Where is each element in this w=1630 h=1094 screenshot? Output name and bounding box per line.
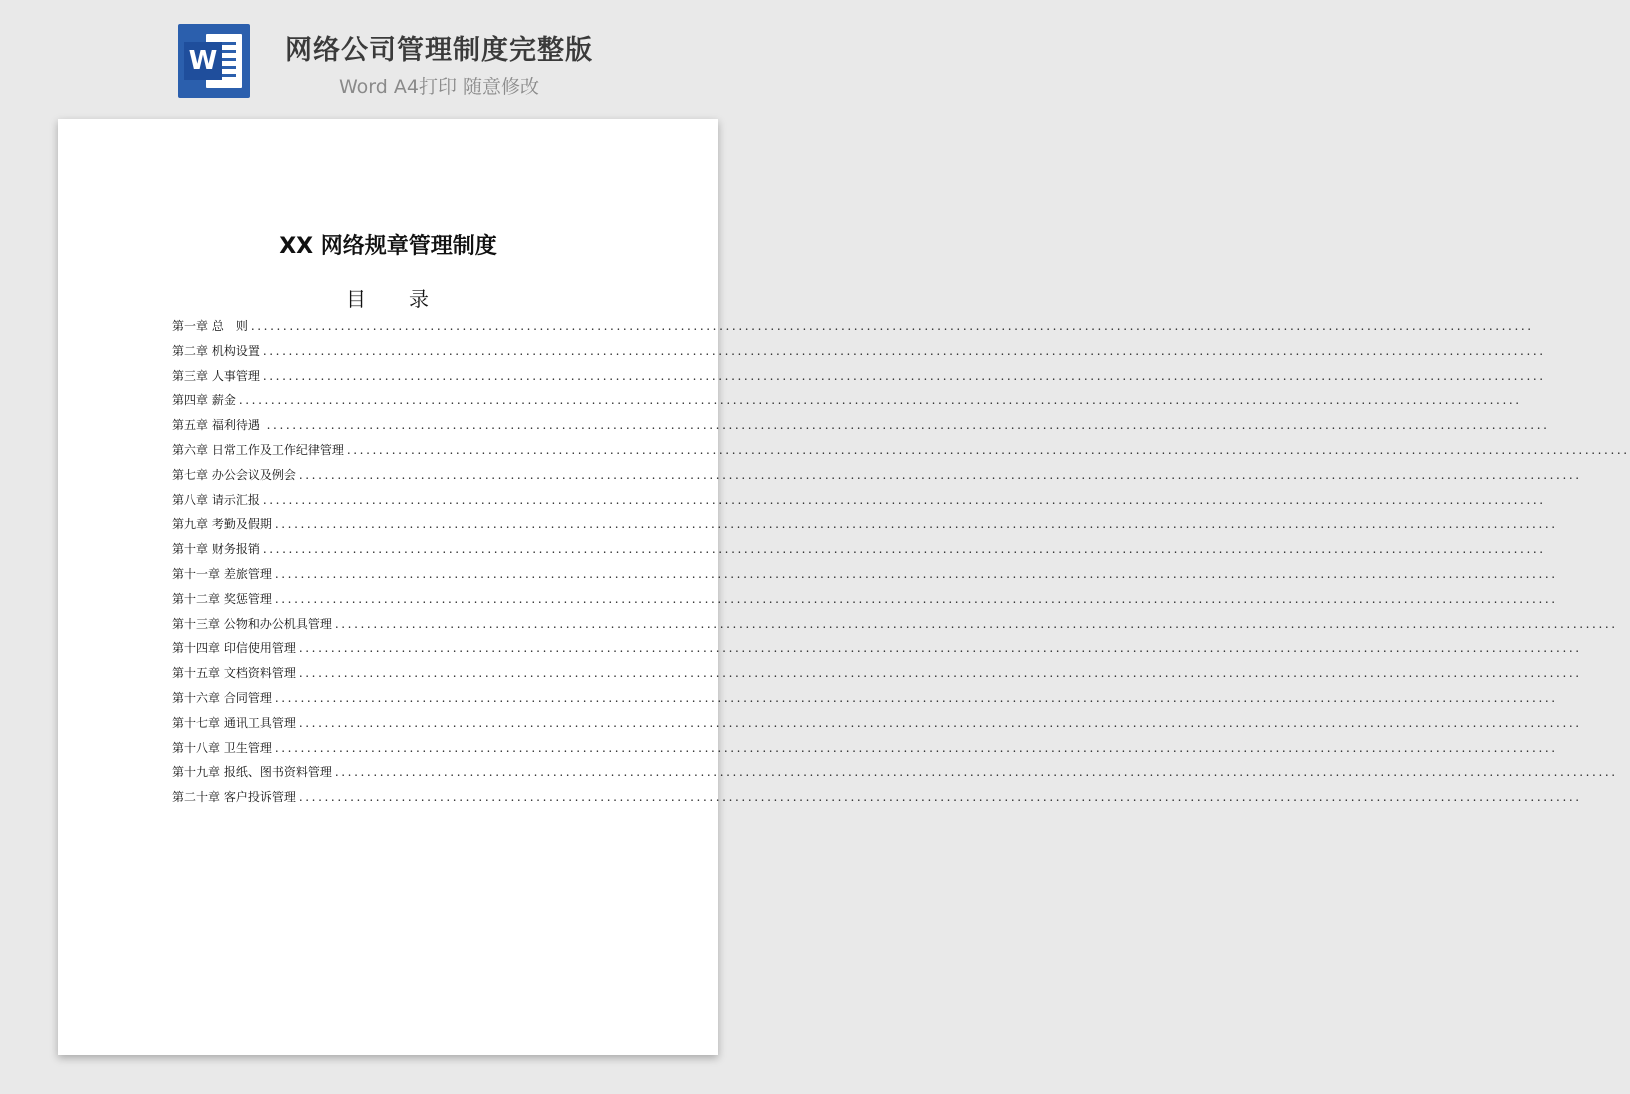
toc-entry-label: 第二十章 客户投诉管理 <box>172 790 296 805</box>
toc-entry-label: 第五章 福利待遇 <box>172 418 264 433</box>
toc-entry[interactable] <box>172 639 1582 664</box>
toc-entry-label: 第一章 总 则 <box>172 319 248 333</box>
toc-leader-dots: ........................................................................................................................................................................................................ <box>298 641 1582 656</box>
toc-entry[interactable] <box>172 590 1558 615</box>
toc-entry-label: 第十四章 印信使用管理 <box>172 641 296 656</box>
toc-entry[interactable] <box>172 615 1618 640</box>
toc-leader-dots: ........................................................................................................................................................................................................ <box>334 616 1618 631</box>
toc-entry-label: 第十七章 通讯工具管理 <box>172 715 296 730</box>
toc-leader-dots: ........................................................................................................................................................................................................ <box>262 368 1546 383</box>
toc-leader-dots: ........................................................................................................................................................................................................ <box>274 690 1558 705</box>
toc-leader-dots: ........................................................................................................................................................................................................ <box>346 442 1630 457</box>
toc-entry[interactable] <box>172 664 1582 689</box>
toc-entry-label: 第十八章 卫生管理 <box>172 740 272 755</box>
toc-entry[interactable] <box>172 739 1558 764</box>
toc-entry-label: 第十一章 差旅管理 <box>172 566 272 581</box>
toc-entry[interactable] <box>172 416 1550 441</box>
toc-entry-label: 第三章 人事管理 <box>172 368 260 383</box>
toc-entry-label: 第六章 日常工作及工作纪律管理 <box>172 442 344 457</box>
toc-entry[interactable] <box>172 689 1558 714</box>
document-page <box>58 119 1630 1055</box>
toc-entry-label: 第八章 请示汇报 <box>172 492 260 507</box>
toc-leader-dots: ........................................................................................................................................................................................................ <box>262 492 1546 507</box>
toc-entry-label: 第十六章 合同管理 <box>172 690 272 705</box>
toc-leader-dots: ........................................................................................................................................................................................................ <box>298 666 1582 681</box>
toc-entry[interactable] <box>172 565 1558 590</box>
header-banner <box>0 0 774 108</box>
toc-entry[interactable] <box>172 367 1546 392</box>
toc-entry-label: 第十章 财务报销 <box>172 542 260 557</box>
toc-entry-label: 第十二章 奖惩管理 <box>172 591 272 606</box>
toc-leader-dots: ........................................................................................................................................................................................................ <box>274 517 1558 532</box>
toc-entry[interactable] <box>172 441 1630 466</box>
toc-leader-dots: ........................................................................................................................................................................................................ <box>274 740 1558 755</box>
toc-entry-label: 第十五章 文档资料管理 <box>172 666 296 681</box>
word-letter-badge: W <box>184 42 222 80</box>
toc-entry[interactable] <box>172 515 1558 540</box>
toc-entry[interactable] <box>172 491 1546 516</box>
toc-entry-label: 第四章 薪金 <box>172 393 236 408</box>
toc-leader-dots: ........................................................................................................................................................................................................ <box>250 319 1534 333</box>
toc-entry[interactable] <box>172 466 1582 491</box>
banner-subtitle: Word A4打印 随意修改 <box>338 76 539 98</box>
toc-leader-dots: ........................................................................................................................................................................................................ <box>274 591 1558 606</box>
toc-entry[interactable] <box>172 342 1546 367</box>
toc-entry[interactable] <box>172 714 1582 739</box>
toc-entry-label: 第七章 办公会议及例会 <box>172 467 296 482</box>
toc-entry[interactable] <box>172 540 1546 565</box>
toc-entry[interactable] <box>172 391 1522 416</box>
toc-entry-label: 第十九章 报纸、图书资料管理 <box>172 765 332 780</box>
toc-leader-dots: ........................................................................................................................................................................................................ <box>298 715 1582 730</box>
banner-title: 网络公司管理制度完整版 <box>285 35 593 66</box>
toc-entry[interactable] <box>172 763 1618 788</box>
toc-leader-dots: ........................................................................................................................................................................................................ <box>238 393 1522 408</box>
toc-entry[interactable] <box>172 788 1582 813</box>
toc-heading: 目 录 <box>346 287 430 311</box>
toc-entry-label: 第十三章 公物和办公机具管理 <box>172 616 332 631</box>
toc-leader-dots: ........................................................................................................................................................................................................ <box>262 343 1546 358</box>
toc-leader-dots: ........................................................................................................................................................................................................ <box>298 790 1582 805</box>
word-document-icon <box>178 24 250 98</box>
toc-entry[interactable] <box>172 317 1534 342</box>
toc-leader-dots: ........................................................................................................................................................................................................ <box>266 418 1550 433</box>
toc-leader-dots: ........................................................................................................................................................................................................ <box>274 566 1558 581</box>
toc-entry-label: 第二章 机构设置 <box>172 343 260 358</box>
toc-leader-dots: ........................................................................................................................................................................................................ <box>262 542 1546 557</box>
toc-leader-dots: ........................................................................................................................................................................................................ <box>334 765 1618 780</box>
document-title: XX 网络规章管理制度 <box>279 234 497 259</box>
toc-entry-label: 第九章 考勤及假期 <box>172 517 272 532</box>
table-of-contents <box>172 317 1630 813</box>
toc-leader-dots: ........................................................................................................................................................................................................ <box>298 467 1582 482</box>
